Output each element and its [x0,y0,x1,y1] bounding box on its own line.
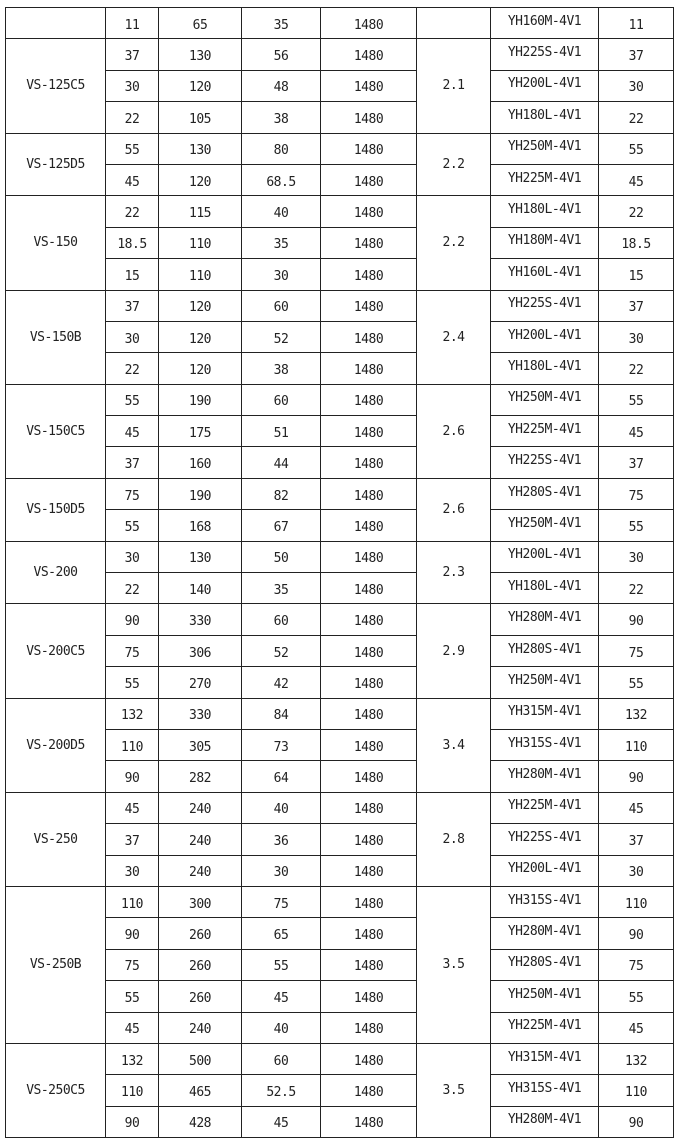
head-cell: 38 [242,102,321,133]
ratio-cell: 2.3 [417,541,491,604]
head-cell: 40 [242,792,321,823]
flow-cell: 330 [159,604,242,635]
motor-power-cell: 75 [599,478,674,509]
motor-power-cell: 132 [599,698,674,729]
motor-model-cell: YH315S-4V1 [491,729,599,760]
speed-cell: 1480 [321,416,417,447]
motor-power-cell: 37 [599,39,674,70]
ratio-cell: 2.2 [417,196,491,290]
motor-power-cell: 37 [599,290,674,321]
motor-power-cell: 55 [599,510,674,541]
motor-model-cell: YH280M-4V1 [491,761,599,792]
table-row [6,981,674,1012]
motor-power-cell: 11 [599,8,674,39]
pump-model-cell: VS-125C5 [6,39,106,133]
motor-power-cell: 18.5 [599,227,674,258]
power-cell: 30 [106,855,159,886]
flow-cell: 260 [159,949,242,980]
table-row [6,39,674,70]
table-row [6,1043,674,1074]
pump-model-cell: VS-150 [6,196,106,290]
table-row [6,698,674,729]
power-cell: 132 [106,698,159,729]
speed-cell: 1480 [321,604,417,635]
table-row [6,416,674,447]
power-cell: 37 [106,824,159,855]
head-cell: 45 [242,981,321,1012]
table-row [6,102,674,133]
motor-power-cell: 37 [599,447,674,478]
motor-power-cell: 45 [599,416,674,447]
head-cell: 36 [242,824,321,855]
motor-model-cell: YH180L-4V1 [491,196,599,227]
speed-cell: 1480 [321,667,417,698]
head-cell: 60 [242,384,321,415]
motor-model-cell: YH250M-4V1 [491,667,599,698]
speed-cell: 1480 [321,384,417,415]
head-cell: 82 [242,478,321,509]
ratio-cell: 2.2 [417,133,491,196]
pump-model-cell: VS-200 [6,541,106,604]
power-cell: 22 [106,196,159,227]
motor-model-cell: YH280S-4V1 [491,635,599,666]
table-row [6,70,674,101]
head-cell: 75 [242,886,321,917]
head-cell: 35 [242,8,321,39]
motor-power-cell: 45 [599,164,674,195]
table-row [6,792,674,823]
ratio-cell: 2.6 [417,384,491,478]
power-cell: 110 [106,729,159,760]
motor-model-cell: YH225S-4V1 [491,824,599,855]
table-row [6,918,674,949]
flow-cell: 260 [159,981,242,1012]
motor-model-cell: YH250M-4V1 [491,133,599,164]
flow-cell: 465 [159,1075,242,1106]
speed-cell: 1480 [321,541,417,572]
flow-cell: 330 [159,698,242,729]
ratio-cell: 2.4 [417,290,491,384]
speed-cell: 1480 [321,824,417,855]
motor-power-cell: 90 [599,761,674,792]
head-cell: 42 [242,667,321,698]
motor-model-cell: YH250M-4V1 [491,981,599,1012]
ratio-cell: 3.5 [417,886,491,1043]
speed-cell: 1480 [321,290,417,321]
head-cell: 60 [242,1043,321,1074]
motor-power-cell: 90 [599,1106,674,1137]
speed-cell: 1480 [321,886,417,917]
motor-model-cell: YH180L-4V1 [491,353,599,384]
motor-model-cell: YH160M-4V1 [491,8,599,39]
head-cell: 67 [242,510,321,541]
table-row [6,133,674,164]
speed-cell: 1480 [321,510,417,541]
table-row [6,729,674,760]
power-cell: 22 [106,353,159,384]
motor-power-cell: 22 [599,573,674,604]
power-cell: 11 [106,8,159,39]
head-cell: 60 [242,604,321,635]
head-cell: 30 [242,259,321,290]
flow-cell: 65 [159,8,242,39]
pump-model-cell: VS-250B [6,886,106,1043]
head-cell: 30 [242,855,321,886]
motor-power-cell: 37 [599,824,674,855]
speed-cell: 1480 [321,918,417,949]
motor-model-cell: YH280M-4V1 [491,918,599,949]
table-row [6,541,674,572]
head-cell: 40 [242,1012,321,1043]
motor-power-cell: 45 [599,1012,674,1043]
ratio-cell: 2.1 [417,39,491,133]
speed-cell: 1480 [321,259,417,290]
power-cell: 45 [106,164,159,195]
flow-cell: 270 [159,667,242,698]
head-cell: 44 [242,447,321,478]
pump-model-cell: VS-150C5 [6,384,106,478]
speed-cell: 1480 [321,698,417,729]
speed-cell: 1480 [321,39,417,70]
ratio-cell: 3.5 [417,1043,491,1137]
power-cell: 22 [106,573,159,604]
power-cell: 18.5 [106,227,159,258]
speed-cell: 1480 [321,164,417,195]
ratio-cell: 2.6 [417,478,491,541]
head-cell: 50 [242,541,321,572]
ratio-cell: 3.4 [417,698,491,792]
speed-cell: 1480 [321,761,417,792]
motor-model-cell: YH280M-4V1 [491,604,599,635]
flow-cell: 240 [159,1012,242,1043]
flow-cell: 110 [159,259,242,290]
head-cell: 48 [242,70,321,101]
motor-model-cell: YH225M-4V1 [491,416,599,447]
motor-model-cell: YH225S-4V1 [491,290,599,321]
motor-model-cell: YH315M-4V1 [491,698,599,729]
flow-cell: 130 [159,133,242,164]
head-cell: 52.5 [242,1075,321,1106]
motor-power-cell: 75 [599,635,674,666]
motor-model-cell: YH250M-4V1 [491,384,599,415]
table-row [6,604,674,635]
speed-cell: 1480 [321,227,417,258]
table-row [6,227,674,258]
power-cell: 37 [106,447,159,478]
motor-model-cell: YH280S-4V1 [491,949,599,980]
table-row [6,478,674,509]
table-row [6,824,674,855]
power-cell: 75 [106,478,159,509]
table-row [6,635,674,666]
table-row [6,886,674,917]
head-cell: 52 [242,321,321,352]
head-cell: 73 [242,729,321,760]
power-cell: 45 [106,1012,159,1043]
head-cell: 55 [242,949,321,980]
motor-power-cell: 30 [599,321,674,352]
flow-cell: 305 [159,729,242,760]
motor-model-cell: YH180M-4V1 [491,227,599,258]
flow-cell: 190 [159,384,242,415]
motor-power-cell: 30 [599,541,674,572]
speed-cell: 1480 [321,949,417,980]
flow-cell: 260 [159,918,242,949]
flow-cell: 130 [159,541,242,572]
power-cell: 15 [106,259,159,290]
flow-cell: 500 [159,1043,242,1074]
motor-power-cell: 75 [599,949,674,980]
flow-cell: 120 [159,164,242,195]
table-row [6,1106,674,1137]
pump-model-cell: VS-150D5 [6,478,106,541]
motor-power-cell: 22 [599,353,674,384]
motor-model-cell: YH250M-4V1 [491,510,599,541]
flow-cell: 428 [159,1106,242,1137]
speed-cell: 1480 [321,1012,417,1043]
speed-cell: 1480 [321,70,417,101]
motor-power-cell: 15 [599,259,674,290]
power-cell: 55 [106,384,159,415]
flow-cell: 140 [159,573,242,604]
power-cell: 45 [106,416,159,447]
speed-cell: 1480 [321,321,417,352]
flow-cell: 306 [159,635,242,666]
power-cell: 30 [106,321,159,352]
pump-model-cell: VS-150B [6,290,106,384]
table-row [6,667,674,698]
speed-cell: 1480 [321,981,417,1012]
speed-cell: 1480 [321,1075,417,1106]
motor-power-cell: 90 [599,604,674,635]
motor-power-cell: 22 [599,196,674,227]
ratio-cell: 2.9 [417,604,491,698]
table-row [6,321,674,352]
table-row [6,1012,674,1043]
flow-cell: 120 [159,321,242,352]
table-row [6,1075,674,1106]
speed-cell: 1480 [321,573,417,604]
flow-cell: 240 [159,792,242,823]
flow-cell: 240 [159,824,242,855]
speed-cell: 1480 [321,102,417,133]
power-cell: 37 [106,290,159,321]
speed-cell: 1480 [321,8,417,39]
flow-cell: 130 [159,39,242,70]
head-cell: 35 [242,227,321,258]
ratio-cell [417,8,491,39]
speed-cell: 1480 [321,1043,417,1074]
head-cell: 51 [242,416,321,447]
head-cell: 84 [242,698,321,729]
motor-power-cell: 110 [599,1075,674,1106]
motor-model-cell: YH200L-4V1 [491,70,599,101]
motor-model-cell: YH225M-4V1 [491,164,599,195]
speed-cell: 1480 [321,447,417,478]
speed-cell: 1480 [321,635,417,666]
power-cell: 37 [106,39,159,70]
motor-power-cell: 30 [599,855,674,886]
power-cell: 90 [106,918,159,949]
motor-model-cell: YH315S-4V1 [491,1075,599,1106]
flow-cell: 115 [159,196,242,227]
motor-model-cell: YH225S-4V1 [491,39,599,70]
speed-cell: 1480 [321,478,417,509]
flow-cell: 300 [159,886,242,917]
flow-cell: 175 [159,416,242,447]
table-row [6,290,674,321]
speed-cell: 1480 [321,1106,417,1137]
motor-power-cell: 55 [599,384,674,415]
head-cell: 60 [242,290,321,321]
head-cell: 80 [242,133,321,164]
power-cell: 132 [106,1043,159,1074]
flow-cell: 168 [159,510,242,541]
pump-model-cell: VS-250 [6,792,106,886]
pump-model-cell: VS-125D5 [6,133,106,196]
power-cell: 55 [106,667,159,698]
speed-cell: 1480 [321,729,417,760]
flow-cell: 120 [159,290,242,321]
motor-model-cell: YH225M-4V1 [491,1012,599,1043]
power-cell: 55 [106,133,159,164]
motor-power-cell: 30 [599,70,674,101]
motor-power-cell: 110 [599,886,674,917]
table-row [6,573,674,604]
flow-cell: 120 [159,70,242,101]
power-cell: 45 [106,792,159,823]
motor-model-cell: YH315M-4V1 [491,1043,599,1074]
flow-cell: 120 [159,353,242,384]
power-cell: 110 [106,1075,159,1106]
table-row [6,8,674,39]
power-cell: 30 [106,70,159,101]
motor-power-cell: 45 [599,792,674,823]
power-cell: 75 [106,949,159,980]
motor-model-cell: YH160L-4V1 [491,259,599,290]
head-cell: 40 [242,196,321,227]
head-cell: 38 [242,353,321,384]
speed-cell: 1480 [321,792,417,823]
motor-power-cell: 110 [599,729,674,760]
head-cell: 65 [242,918,321,949]
motor-model-cell: YH315S-4V1 [491,886,599,917]
power-cell: 55 [106,981,159,1012]
speed-cell: 1480 [321,353,417,384]
pump-model-cell: VS-200C5 [6,604,106,698]
motor-model-cell: YH280M-4V1 [491,1106,599,1137]
motor-power-cell: 55 [599,667,674,698]
power-cell: 22 [106,102,159,133]
speed-cell: 1480 [321,133,417,164]
power-cell: 75 [106,635,159,666]
speed-cell: 1480 [321,196,417,227]
flow-cell: 110 [159,227,242,258]
motor-model-cell: YH225M-4V1 [491,792,599,823]
power-cell: 90 [106,604,159,635]
table-row [6,761,674,792]
pump-model-cell: VS-200D5 [6,698,106,792]
pump-model-cell: VS-250C5 [6,1043,106,1137]
head-cell: 45 [242,1106,321,1137]
table-row [6,384,674,415]
head-cell: 52 [242,635,321,666]
flow-cell: 105 [159,102,242,133]
flow-cell: 190 [159,478,242,509]
power-cell: 90 [106,1106,159,1137]
table-row [6,196,674,227]
motor-model-cell: YH200L-4V1 [491,541,599,572]
motor-model-cell: YH180L-4V1 [491,573,599,604]
pump-spec-table [5,7,674,1138]
motor-power-cell: 55 [599,133,674,164]
table-row [6,949,674,980]
motor-power-cell: 22 [599,102,674,133]
ratio-cell: 2.8 [417,792,491,886]
power-cell: 90 [106,761,159,792]
motor-model-cell: YH180L-4V1 [491,102,599,133]
flow-cell: 240 [159,855,242,886]
head-cell: 56 [242,39,321,70]
motor-power-cell: 90 [599,918,674,949]
table-row [6,353,674,384]
head-cell: 64 [242,761,321,792]
table-row [6,164,674,195]
motor-model-cell: YH225S-4V1 [491,447,599,478]
motor-model-cell: YH200L-4V1 [491,321,599,352]
power-cell: 110 [106,886,159,917]
flow-cell: 160 [159,447,242,478]
motor-model-cell: YH280S-4V1 [491,478,599,509]
table-row [6,447,674,478]
pump-model-cell [6,8,106,39]
motor-power-cell: 132 [599,1043,674,1074]
motor-model-cell: YH200L-4V1 [491,855,599,886]
speed-cell: 1480 [321,855,417,886]
head-cell: 35 [242,573,321,604]
power-cell: 30 [106,541,159,572]
motor-power-cell: 55 [599,981,674,1012]
power-cell: 55 [106,510,159,541]
table-row [6,259,674,290]
table-row [6,855,674,886]
flow-cell: 282 [159,761,242,792]
head-cell: 68.5 [242,164,321,195]
table-row [6,510,674,541]
